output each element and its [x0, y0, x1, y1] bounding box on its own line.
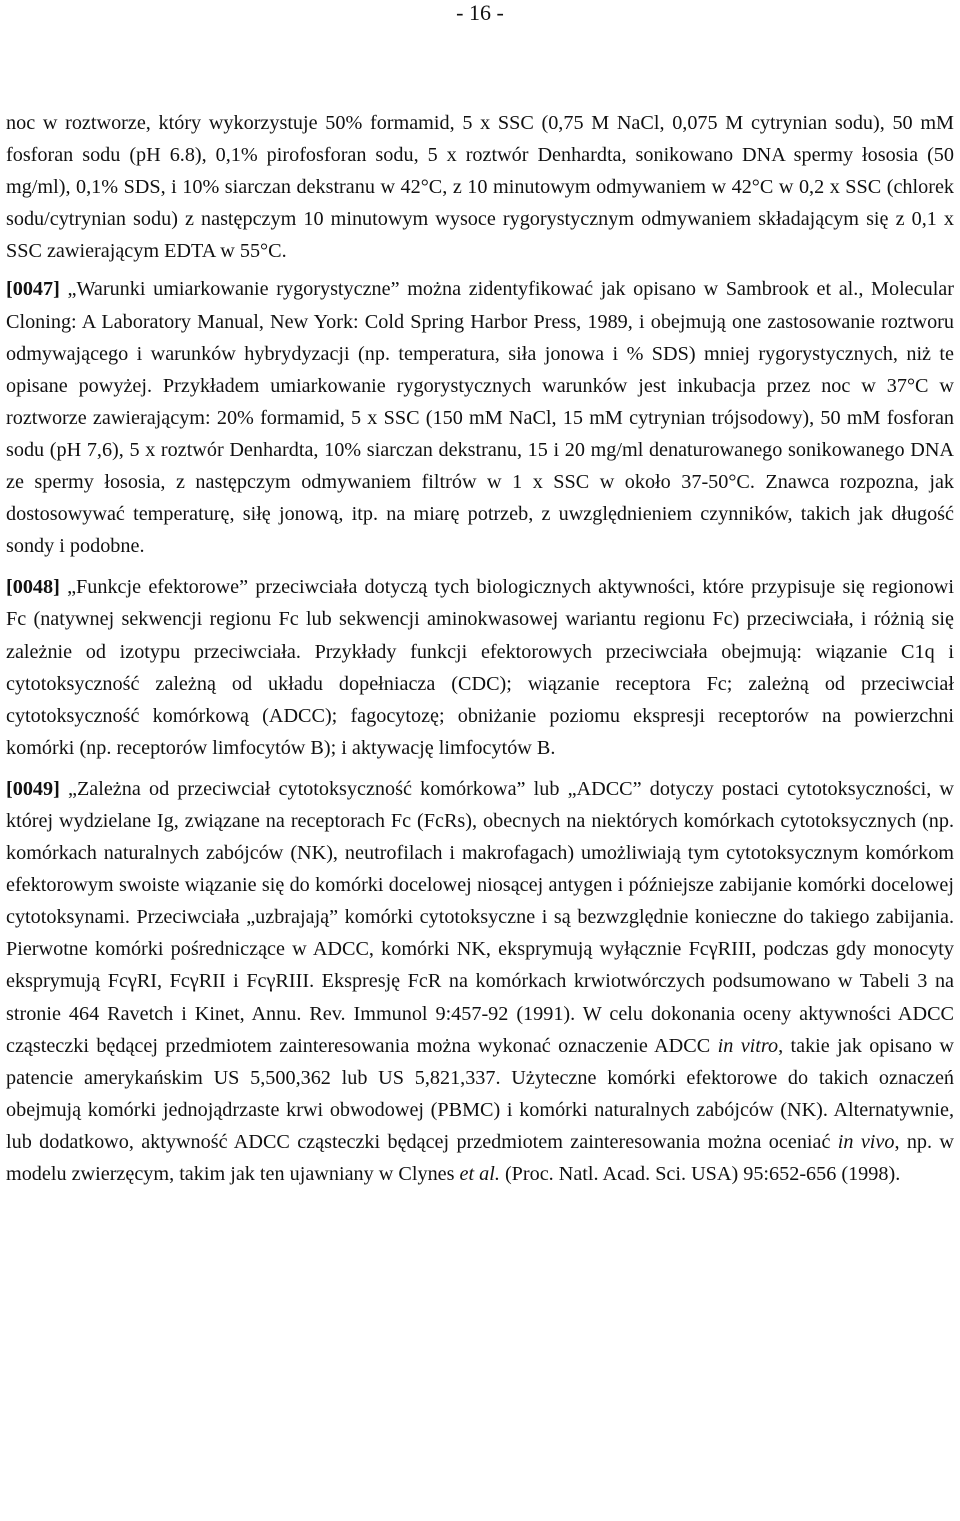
paragraph-text-0049-d: (Proc. Natl. Acad. Sci. USA) 95:652-656 (1998). — [499, 1163, 901, 1185]
italic-in-vivo: in vivo — [837, 1130, 895, 1153]
paragraph-0048 — [6, 571, 954, 764]
italic-et-al: et al. — [459, 1163, 500, 1185]
document-page — [6, 0, 954, 1196]
paragraph-text-0049-b: , takie jak opisano w patencie amerykańskim US 5,500,362 lub US 5,821,337. Użyteczne komórki efektorowe do takich oznaczeń obejmują komórki jednojądrzaste krwi obwodowej (PBMC) i komórki naturalnych zabójców (NK). Alternatywnie, lub dodatkowo, aktywność ADCC cząsteczki będącej przedmiotem zainteresowania można oceniać — [6, 1034, 954, 1153]
document-body — [6, 107, 954, 1190]
page-number: - 16 - — [456, 0, 504, 25]
paragraph-ref-0048: [0048] — [6, 576, 60, 599]
paragraph-text-0049-c: , np. w modelu zwierzęcym, takim jak ten ujawniany w Clynes — [6, 1130, 954, 1185]
paragraph-ref-0049: [0049] — [6, 777, 60, 800]
paragraph-text-0047: „Warunki umiarkowanie rygorystyczne” można zidentyfikować jak opisano w Sambrook et al., Molecular Cloning: A Laboratory Manual, New York: Cold Spring Harbor Press, 1989, i obejmują one zastosowanie roztworu odmywającego i warunków hybrydyzacji (np. temperatura, siła jonowa i % SDS) mniej rygorystycznych, niż te opisane powyżej. Przykładem umiarkowanie rygorystycznych warunków jest inkubacja przez noc w 37°C w roztworze zawierającym: 20% formamid, 5 x SSC (150 mM NaCl, 15 mM cytrynian trójsodowy), 50 mM fosforan sodu (pH 7,6), 5 x roztwór Denhardta, 10% siarczan dekstranu, 15 i 20 mg/ml denaturowanego sonikowanego DNA ze spermy łososia, z następczym odmywaniem filtrów w 1 x SSC w około 37-50°C. Znawca rozpozna, jak dostosowywać temperaturę, siłę jonową, itp. na miarę potrzeb, z uwzględnieniem czynników, takich jak długość sondy i podobne. — [6, 278, 954, 558]
italic-in-vitro: in vitro — [717, 1034, 779, 1057]
paragraph-ref-0047: [0047] — [6, 278, 60, 301]
paragraph-continuation: noc w roztworze, który wykorzystuje 50% formamid, 5 x SSC (0,75 M NaCl, 0,075 M cytrynian sodu), 50 mM fosforan sodu (pH 6.8), 0,1% pirofosforan sodu, 5 x roztwór Denhardta, sonikowano DNA spermy łososia (50 mg/ml), 0,1% SDS, i 10% siarczan dekstranu w 42°C, z 10 minutowym odmywaniem w 42°C w 0,2 x SSC (chlorek sodu/cytrynian sodu) z następczym 10 minutowym wysoce rygorystycznym odmywaniem składającym się z 0,1 x SSC zawierającym EDTA w 55°C. — [6, 112, 954, 263]
paragraph-text-0048: „Funkcje efektorowe” przeciwciała dotyczą tych biologicznych aktywności, które przypisuje się regionowi Fc (natywnej sekwencji regionu Fc lub sekwencji aminokwasowej wariantu regionu Fc) przeciwciała, i różnią się zależnie od izotypu przeciwciała. Przykłady funkcji efektorowych przeciwciała obejmują: wiązanie C1q i cytotoksyczność zależną od układu dopełniacza (CDC); wiązanie receptora Fc; zależną od przeciwciał cytotoksyczność komórkową (ADCC); fagocytozę; obniżanie poziomu ekspresji receptorów na powierzchni komórki (np. receptorów limfocytów B); i aktywację limfocytów B. — [6, 576, 954, 759]
paragraph-0049 — [6, 773, 954, 1190]
paragraph-text-0049-a: „Zależna od przeciwciał cytotoksyczność komórkowa” lub „ADCC” dotyczy postaci cytotoksyczności, w której wydzielane Ig, związane na receptorach Fc (FcRs), obecnych na niektórych komórkach cytotoksycznych (np. komórkach naturalnych zabójców (NK), neutrofilach i makrofagach) umożliwiają tym cytotoksycznym komórkom efektorowym swoiste wiązanie się do komórki docelowej niosącej antygen i późniejsze zabijanie komórki docelowej cytotoksynami. Przeciwciała „uzbrajają” komórki cytotoksyczne i są bezwzględnie konieczne do takiego zabijania. Pierwotne komórki pośredniczące w ADCC, komórki NK, eksprymują wyłącznie FcγRIII, podczas gdy monocyty eksprymują FcγRI, FcγRII i FcγRIII. Ekspresję FcR na komórkach krwiotwórczych podsumowano w Tabeli 3 na stronie 464 Ravetch i Kinet, Annu. Rev. Immunol 9:457-92 (1991). W celu dokonania oceny aktywności ADCC cząsteczki będącej przedmiotem zainteresowania można wykonać oznaczenie ADCC — [6, 777, 954, 1057]
paragraph-0047 — [6, 273, 954, 562]
